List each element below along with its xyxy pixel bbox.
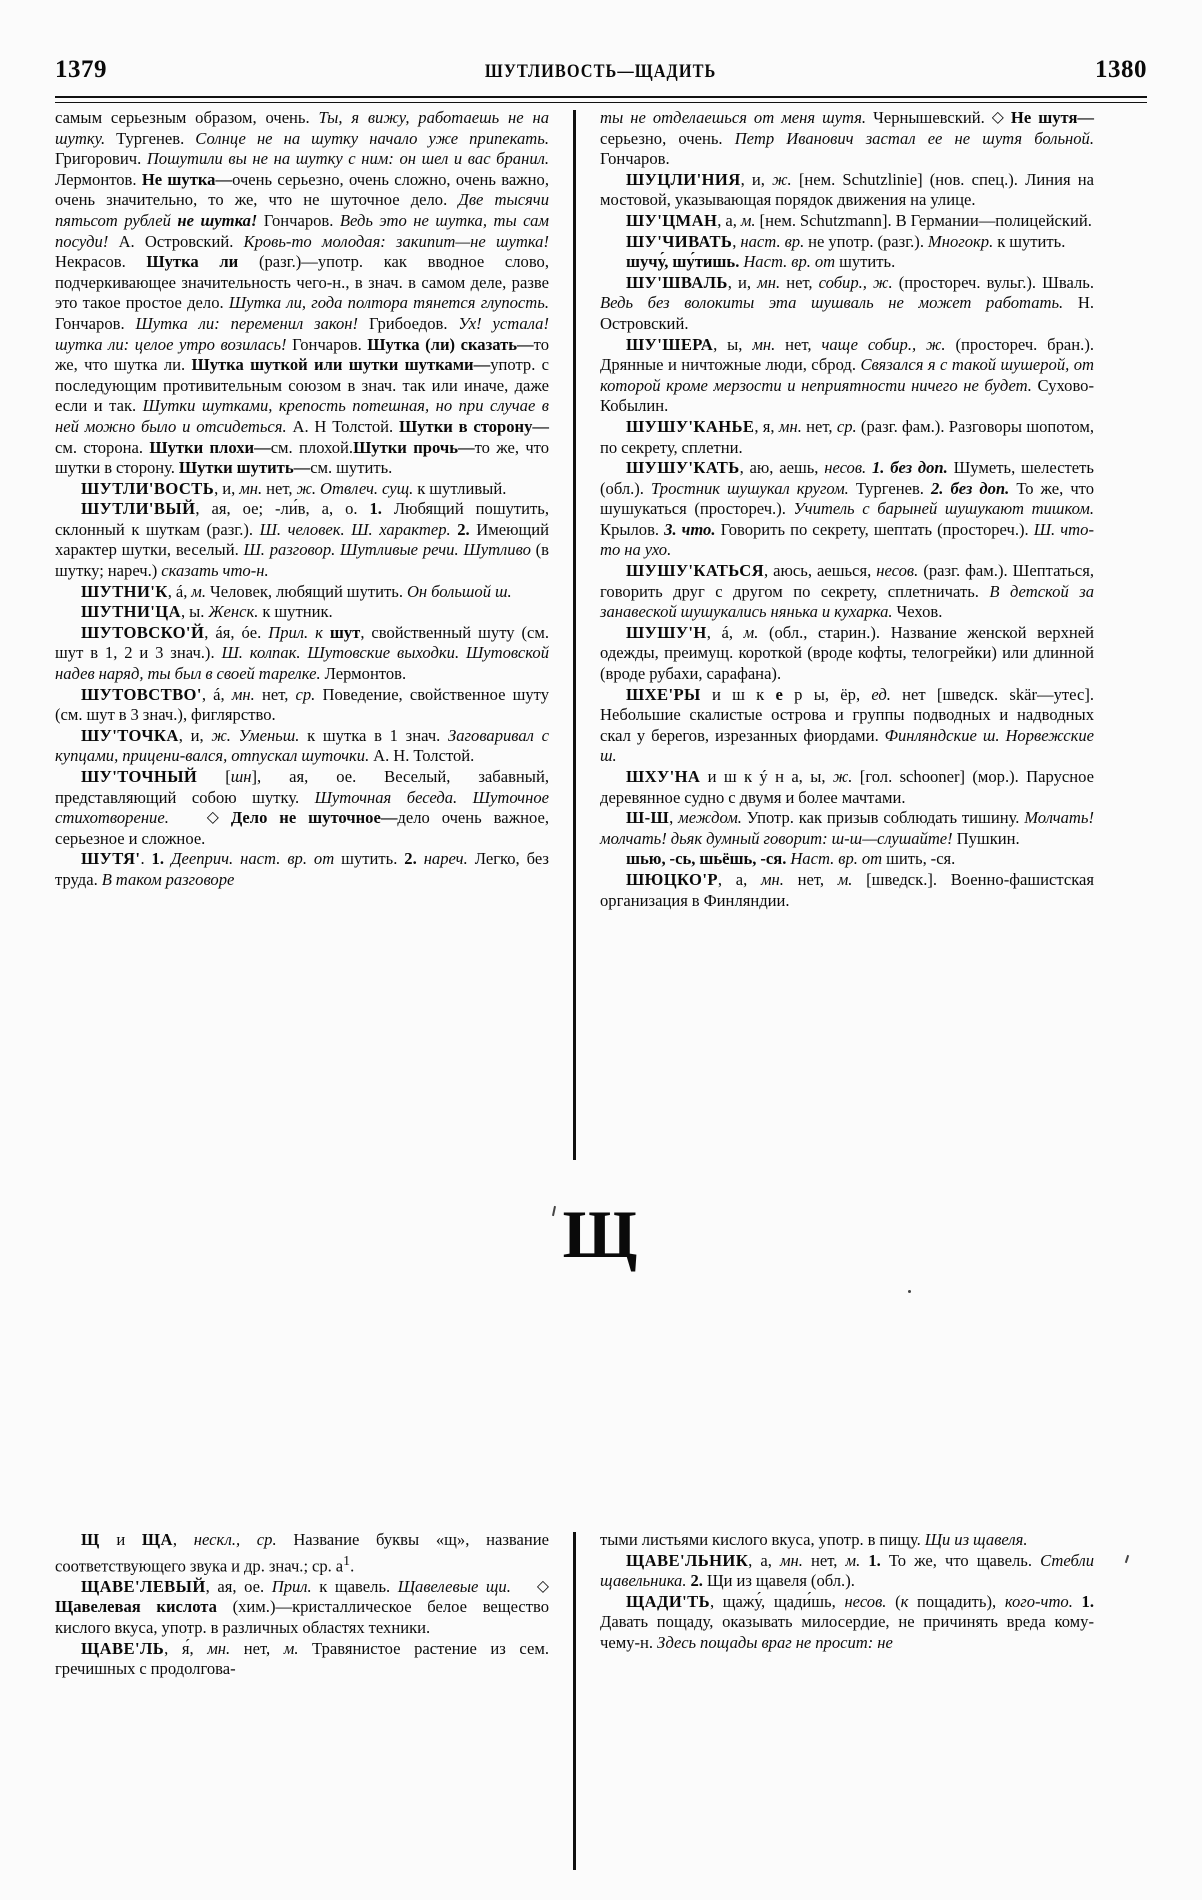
entry-text-run: нет, (780, 272, 819, 292)
entry-text-run (1004, 108, 1011, 127)
entry-text-run: Многокр. (927, 231, 994, 251)
entry-text-run: Н. Островский. (600, 293, 1094, 333)
entry-text-run: Легко, без труда. (55, 849, 549, 889)
entry-text-run: Название буквы «щ», название соответствующего звука и др. знач.; ср. а (55, 1530, 549, 1576)
entry-text-run: мн. (231, 684, 255, 704)
entry-text-run: Он большой ш. (406, 581, 512, 601)
dictionary-entry (600, 1551, 1094, 1592)
entry-headword: ШУТОВСТВО' (81, 684, 202, 704)
entry-text-run: мн. (207, 1638, 231, 1658)
entry-text-run: е (775, 684, 783, 704)
entry-text-run: Имеющий характер шутки, веселый. (55, 519, 549, 560)
entry-text-run: ( (886, 1591, 901, 1611)
entry-headword: ШУ'ШВАЛЬ (626, 272, 728, 292)
entry-text-run: Две тысячи пятьсот рублей (55, 190, 549, 230)
entry-headword: ШУ'ЧИВАТЬ (626, 231, 733, 251)
entry-headword: Ш-Ш (626, 808, 670, 828)
entry-text-run: ж. Уменьш. (211, 725, 300, 745)
entry-headword: ЩА (141, 1530, 173, 1549)
entry-text-run: к шутливый. (413, 478, 507, 498)
entry-headword: ЩАВЕ'ЛЬ (81, 1638, 165, 1658)
lower-columns (55, 1530, 1147, 1870)
entry-text-run: 1. (868, 1550, 881, 1570)
entry-text-run: , áя, óе. (204, 622, 269, 642)
entry-text-run: употр. с последующим противительным союзом в знач. так или иначе, даже если и так. (55, 355, 550, 416)
upper-right-column (576, 108, 1094, 1160)
entry-headword: ЩАДИ'ТЬ (626, 1591, 710, 1611)
entry-text-run: (разг.)—употр. как вводное слово, подчеркивающее значительность чего-н., в знач. в самом деле, разве это такое простое дело. (55, 252, 550, 313)
entry-text-run: , и, (214, 478, 240, 498)
entry-text-run: , á, (167, 581, 192, 601)
section-letter: Щ (562, 1196, 640, 1272)
entry-text-run: нет, (783, 869, 838, 889)
entry-text-run: (разг. фам.). Разговоры шопотом, по секрету, сплетни. (600, 416, 1095, 457)
entry-text-run: Петр Иванович застал ее не шутя больной. (734, 128, 1094, 148)
entry-headword: ЩАВЕ'ЛЬНИК (626, 1550, 749, 1570)
dictionary-entry (55, 582, 549, 603)
entry-text-run: Пушкин. (952, 828, 1020, 848)
entry-headword: ШУ'ШЕРА (626, 334, 714, 354)
entry-text-run: , а, (717, 869, 761, 889)
entry-text-run: к шутить. (993, 231, 1066, 251)
entry-text-run: сказать что-н. (161, 561, 269, 581)
entry-text-run: , аюсь, аешься, (763, 561, 877, 581)
section-letter-block (0, 1196, 1202, 1272)
entry-text-run: и ш к ý н а, ы, (700, 767, 833, 786)
entry-text-run: Употр. как призыв соблюдать тишину. (741, 808, 1025, 828)
entry-text-run: (простореч. вульг.). Шваль. (892, 272, 1095, 292)
entry-text-run: , (669, 808, 679, 828)
entry-text-run: Лермонтов. (320, 664, 407, 684)
entry-text-run: нет, (801, 416, 837, 436)
entry-text-run: дело очень важное, серьезное и сложное. (55, 808, 549, 848)
folio-left: 1379 (55, 56, 107, 83)
entry-text-run: Заговаривал с купцами, прицени-вался, отпускал шуточки. (55, 725, 549, 766)
dictionary-entry (55, 726, 549, 767)
entry-text-run: см. плохой. (270, 437, 354, 457)
entry-text-run: несов. (844, 1591, 887, 1611)
entry-text-run: ◇ (991, 109, 1004, 126)
entry-text-run: Поведение, свойственное шуту (см. шут в 3 знач.), фиглярство. (55, 684, 549, 725)
entry-text-run: (обл., старин.). Название женской верхней одежды, преимущ. короткой (вроде кофты, телогрейки) или длинной (вроде рубахи, сарафана). (600, 622, 1094, 684)
entry-text-run: , ая, ое. (205, 1576, 272, 1596)
dictionary-entry (55, 602, 549, 623)
dictionary-entry (600, 108, 1094, 170)
entry-text-run: несов. (824, 458, 867, 478)
entry-text-run: самым серьезным образом, очень. (55, 108, 319, 127)
entry-text-run: 2. (690, 1571, 703, 1591)
entry-text-run: Стебли щавельника. (600, 1550, 1095, 1591)
dictionary-entry (55, 108, 549, 479)
entry-text-run: нет, (254, 684, 296, 704)
entry-text-run: Щавелевая кислота (55, 1597, 217, 1617)
entry-text-run: , ы, (713, 334, 753, 354)
dictionary-entry (600, 417, 1094, 458)
entry-text-run: мн. (760, 869, 784, 889)
entry-headword: Щ (81, 1530, 100, 1549)
entry-text-run: Не шутка— (141, 169, 233, 189)
entry-text-run: Здесь пощады враг не просит: не (657, 1632, 893, 1652)
entry-text-run: , (172, 1530, 194, 1549)
entry-text-run: ◇ (536, 1577, 550, 1595)
entry-text-run: ◇ (206, 809, 219, 827)
entry-text-run: м. (191, 581, 207, 601)
entry-text-run: Шутки прочь— (353, 437, 475, 457)
entry-headword: ШХЕ'РЫ (626, 684, 701, 704)
upper-left-column (55, 108, 573, 1160)
entry-text-run (219, 808, 231, 827)
entry-headword: ЩАВЕ'ЛЕВЫЙ (81, 1576, 206, 1596)
dictionary-entry (55, 1530, 549, 1577)
entry-text-run: не употр. (разг.). (804, 231, 928, 251)
entry-text-run: м. (837, 869, 853, 889)
entry-text-run: [шведск.]. Военно-фашистская организация в Финляндии. (600, 869, 1094, 910)
entry-text-run: 1. (369, 499, 382, 519)
entry-text-run: Шутки шутками, крепость потешная, но при случае в ней можно было и отсидеться. (55, 396, 549, 436)
entry-text-run (323, 623, 330, 642)
entry-text-run: Щавелевые щи. (397, 1576, 511, 1596)
entry-text-run: и (99, 1530, 142, 1549)
dictionary-entry (600, 1592, 1094, 1654)
dictionary-entry (55, 849, 549, 890)
entry-text-run: ж. (832, 767, 853, 786)
dictionary-entry (55, 1639, 549, 1680)
entry-text-run: А. Н Толстой. (286, 416, 400, 436)
dictionary-entry (600, 335, 1094, 417)
entry-text-run: Солнце не на шутку начало уже припекать. (195, 128, 549, 148)
entry-text-run: Шутка ли (146, 252, 259, 272)
entry-headword: ШУШУ'КАТЬСЯ (626, 561, 764, 581)
entry-text-run: очень серьезно, очень сложно, очень важно, очень значительно, то же, что не шуточное дело. (55, 169, 549, 210)
entry-text-run: Ты, я вижу, работаешь не на шутку. (55, 108, 549, 148)
entry-text-run: ты не отделаешься от меня шутя. (600, 108, 867, 127)
entry-text-run: , и, (727, 272, 758, 292)
folio-right: 1380 (1095, 56, 1147, 83)
running-head (55, 56, 1147, 90)
entry-text-run: Женск. (208, 602, 259, 622)
entry-text-run: и ш к (700, 684, 776, 704)
entry-text-run: , я, (754, 416, 779, 436)
entry-headword: ШУШУ'Н (626, 622, 707, 642)
entry-text-run: р ы, (782, 684, 841, 704)
entry-text-run: кого-что. (1004, 1591, 1073, 1611)
entry-text-run: к (900, 1591, 909, 1611)
entry-text-run: 2. (457, 519, 470, 539)
entry-text-run: Дело не шуточное— (230, 808, 398, 828)
entry-text-run: то же, что шутка ли. (55, 334, 549, 375)
entry-text-run: 1. без доп. (871, 458, 948, 478)
entry-text-run: мн. (778, 416, 802, 436)
entry-text-run: к шутник. (258, 602, 333, 622)
entry-text-run: [нем. Schutzmann]. В Германии—полицейский. (755, 210, 1092, 230)
entry-headword: ШУЦЛИ'НИЯ (626, 169, 741, 189)
entry-text-run: Шуметь, шелестеть (обл.). (600, 458, 1094, 498)
dictionary-entry (55, 767, 549, 849)
entry-text-run: . (350, 1556, 355, 1576)
entry-text-run: ж. (772, 169, 792, 189)
entry-text-run: Чехов. (892, 602, 943, 622)
entry-headword: ШУТЯ' (81, 849, 141, 869)
entry-text-run: Щи из щавеля (обл.). (702, 1571, 855, 1591)
scan-speck (908, 1290, 911, 1293)
entry-text-run: ж. Отвлеч. сущ. (296, 478, 414, 498)
dictionary-entry (600, 458, 1094, 561)
entry-headword: ШУ'ТОЧКА (81, 725, 179, 745)
entry-text-run: чаще собир., ж. (821, 334, 946, 354)
dictionary-entry (600, 273, 1094, 335)
entry-text-run: м. (743, 622, 759, 642)
entry-text-run: Шутка ли, года полтора тянется глупость. (228, 293, 549, 313)
entry-text-run: То же, что шушукаться (простореч.). (600, 478, 1094, 519)
entry-text-run: нет, (775, 334, 822, 354)
entry-text-run: Любящий пошутить, склонный к шуткам (разг.). (55, 499, 549, 539)
dictionary-entry (600, 623, 1094, 685)
entry-text-run: Учитель с барыней шушукают тишком. (793, 499, 1094, 519)
entry-text-run: нет [шведск. skär—утес]. Небольшие скалистые острова и группы подводных и надводных скал у берегов, изрезанных фиордами. (600, 684, 1095, 745)
entry-text-run: несов. (876, 561, 919, 581)
entry-text-run: м. (283, 1638, 299, 1658)
entry-text-run: То же, что щавель. (880, 1550, 1041, 1570)
lower-left-column (55, 1530, 573, 1870)
entry-text-run: ед. (871, 684, 891, 704)
dictionary-entry (55, 685, 549, 726)
entry-text-run: , (732, 231, 741, 251)
upper-columns (55, 108, 1147, 1160)
entry-text-run: нареч. (423, 849, 468, 869)
entry-text-run: (простореч. бран.). Дрянные и ничтожные люди, сброд. (600, 334, 1094, 375)
entry-text-run: Чернышевский. (866, 108, 992, 127)
entry-text-run: Лермонтов. (55, 169, 142, 189)
entry-text-run: Ведь это не шутка, ты сам посуди! (55, 210, 549, 251)
entry-text-run: , ая, ое; -ли́в, а, о. (195, 499, 370, 519)
entry-text-run: 2. без доп. (930, 478, 1010, 498)
dictionary-entry (600, 170, 1094, 211)
entry-text-run: серьезно, очень. (600, 128, 735, 148)
running-title: ШУТЛИВОСТЬ—ЩАДИТЬ (485, 61, 717, 82)
entry-text-run: ср. (836, 416, 857, 436)
entry-text-run: , щажу́, щади́шь, (709, 1591, 845, 1611)
dictionary-entry (600, 685, 1094, 767)
entry-headword: ШУТНИ'К (81, 581, 168, 601)
entry-text-run: мн. (779, 1550, 803, 1570)
entry-text-run: , á, (706, 622, 744, 642)
dictionary-entry (600, 849, 1094, 870)
entry-text-run: Человек, любящий шутить. (206, 581, 407, 601)
entry-text-run: шн (230, 767, 252, 786)
entry-text-run: нескл., ср. (193, 1530, 277, 1549)
entry-text-run: наст. вр. (740, 231, 805, 251)
entry-text-run: ёр, (840, 684, 872, 704)
entry-text-run: шить, -ся. (882, 849, 956, 869)
entry-headword: ШУ'ЦМАН (626, 210, 718, 230)
entry-text-run: А. Островский. (108, 231, 244, 251)
entry-text-run: 1. (1081, 1591, 1094, 1611)
dictionary-entry (600, 870, 1094, 911)
entry-text-run (1073, 1592, 1082, 1611)
entry-headword: ШУТОВСКО'Й (81, 622, 205, 642)
entry-text-run: см. сторона. (55, 437, 150, 457)
entry-text-run: Дееприч. наст. вр. от (170, 849, 335, 869)
dictionary-entry (55, 1577, 549, 1639)
entry-text-run: В таком разговоре (101, 869, 235, 889)
entry-text-run: (разг. фам.). Шептаться, говорить друг с другом по секрету, сплетничать. (600, 561, 1094, 601)
entry-text-run: Прил. (271, 1576, 312, 1596)
entry-text-run: нет, (230, 1638, 284, 1658)
dictionary-entry (600, 1530, 1094, 1551)
entry-text-run: к шутка в 1 знач. (299, 725, 449, 745)
entry-text-run: Сухово-Кобылин. (600, 375, 1094, 416)
dictionary-entry (55, 499, 549, 581)
entry-text-run: Связался я с такой шушерой, от которой кроме мерзости и неприятности ничего не будет. (600, 355, 1094, 395)
entry-text-run: Щи из щавеля. (924, 1530, 1028, 1549)
entry-text-run: Гончаров. (257, 210, 340, 230)
entry-text-run: тыми листьями кислого вкуса, употр. в пищу. (600, 1530, 925, 1549)
entry-text-run: не шутка! (177, 210, 258, 230)
entry-text-run: мн. (239, 478, 263, 498)
entry-headword: ШУШУ'КАТЬ (626, 458, 740, 478)
entry-text-run: мн. (757, 272, 781, 292)
entry-text-run: м. (740, 210, 756, 230)
entry-text-run: В детской за занавеской шушукались нянька и кухарка. (600, 581, 1095, 622)
entry-headword: ШУ'ТОЧНЫЙ (81, 767, 198, 786)
entry-text-run (169, 808, 181, 827)
entry-text-run: собир., ж. (818, 272, 893, 292)
entry-text-run: Тростник шушукал кругом. (650, 478, 849, 498)
entry-text-run: Прил. к (268, 622, 323, 642)
entry-text-run: , á, (201, 684, 232, 704)
entry-text-run: Шутка (ли) сказать— (367, 334, 534, 354)
entry-text-run: нет, (262, 478, 297, 498)
entry-text-run: междом. (678, 808, 742, 828)
entry-text-run: , и, (178, 725, 212, 745)
entry-text-run: Ш. разговор. Шутливые речи. Шутливо (243, 540, 536, 560)
entry-text-run: пощадить), (908, 1591, 1005, 1611)
entry-text-run: Тургенев. (105, 128, 196, 148)
entry-text-run: Наст. вр. от (743, 252, 836, 272)
entry-text-run: 3. что. (664, 519, 716, 539)
entry-headword: ШХУ'НА (626, 767, 701, 786)
dictionary-entry (600, 808, 1094, 849)
entry-text-run: ср. (295, 684, 316, 704)
entry-text-run: (в шутку; нареч.) (55, 540, 550, 581)
entry-text-run: к щавель. (311, 1576, 398, 1596)
entry-text-run: шутить. (835, 252, 896, 272)
entry-text-run: Шутка шуткой или шутки шутками— (191, 355, 491, 375)
entry-text-run: А. Н. Толстой. (369, 746, 475, 766)
entry-text-run: мн. (752, 334, 776, 354)
dictionary-entry (600, 232, 1094, 253)
entry-headword: ШУТЛИ'ВЫЙ (81, 499, 196, 519)
entry-text-run: , а, (748, 1550, 780, 1570)
entry-text-run: [нем. Schutzlinie] (нов. спец.). Линия на мостовой, указывающая порядок движения на улице. (600, 169, 1094, 210)
entry-text-run: 2. (404, 849, 424, 869)
entry-text-run: Гончаров. (600, 149, 670, 169)
entry-text-run: шью, -сь, шьёшь, -ся. (626, 849, 787, 869)
entry-text-run: Гончаров. (286, 334, 368, 354)
entry-text-run: м. (845, 1550, 861, 1570)
entry-text-run: шучу́, шу́тишь. (626, 252, 740, 272)
entry-text-run: Не шутя— (1010, 108, 1095, 127)
entry-headword: ШУТЛИ'ВОСТЬ (81, 478, 215, 498)
entry-text-run: 1 (343, 1552, 351, 1568)
dictionary-entry (55, 623, 549, 685)
entry-text-run: Финляндские ш. Норвежские ш. (600, 725, 1094, 766)
dictionary-entry (600, 767, 1094, 808)
dictionary-entry (600, 211, 1094, 232)
entry-headword: ШЮЦКО'Р (626, 869, 718, 889)
entry-text-run: Ш. человек. Ш. характер. (259, 519, 451, 539)
entry-text-run: нет, (802, 1550, 846, 1570)
entry-text-run: Наст. вр. от (790, 849, 883, 869)
entry-text-run: Некрасов. (55, 252, 147, 272)
entry-text-run: Молчать! молчать! дьяк думный говорит: ш-ш—слушайте! (600, 808, 1094, 848)
entry-text-run: ], ая, ое. Веселый, забавный, представляющий собою шутку. (55, 767, 549, 807)
entry-text-run: см. шутить. (310, 458, 393, 478)
dictionary-entry (55, 479, 549, 500)
entry-text-run: Тургенев. (848, 478, 931, 498)
entry-text-run: Ведь без волокиты эта шушваль не может работать. (600, 293, 1064, 313)
entry-text-run (164, 849, 171, 868)
entry-text-run: Травянистое растение из сем. гречишных с продолгова- (55, 1638, 550, 1679)
entry-text-run: [гол. schooner] (мор.). Парусное деревянное судно с двумя и более мачтами. (600, 767, 1094, 807)
entry-text-run: Шутки плохи— (149, 437, 271, 457)
entry-text-run: , аю, аешь, (739, 458, 825, 478)
entry-text-run: шутить. (334, 849, 405, 869)
entry-text-run: . (140, 849, 152, 869)
entry-text-run: то же, что шутки в сторону. (55, 437, 550, 478)
entry-text-run: Шутки шутить— (178, 458, 311, 478)
entry-text-run: Кровь-то молодая: закипит—не шутка! (243, 231, 549, 251)
entry-text-run: [ (197, 767, 231, 786)
entry-text-run: Гончаров. (55, 313, 136, 333)
entry-text-run: , свойственный шуту (см. шут в 1, 2 и 3 знач.). (55, 622, 550, 663)
entry-text-run: Григорович. (55, 149, 147, 169)
entry-text-run: Шутки в сторону— (399, 416, 549, 436)
entry-text-run: 1. (151, 849, 164, 869)
entry-text-run: Пошутили вы не на шутку с ним: он шел и вас бранил. (146, 149, 549, 169)
entry-text-run: (хим.)—кристаллическое белое вещество кислого вкуса, употр. в различных областях техники. (55, 1597, 549, 1637)
entry-text-run: Шутка ли: переменил закон! (135, 313, 359, 333)
dictionary-entry (600, 561, 1094, 623)
entry-text-run: , ы. (180, 602, 209, 622)
entry-headword: ШУШУ'КАНЬЕ (626, 416, 755, 436)
lower-right-column (576, 1530, 1094, 1870)
entry-text-run: Давать пощаду, оказывать милосердие, не причинять вреда кому-чему-н. (600, 1612, 1094, 1652)
entry-text-run: , а, (717, 210, 741, 230)
entry-text-run: Говорить по секрету, шептать (простореч.). (715, 519, 1034, 539)
dictionary-entry (600, 252, 1094, 273)
entry-text-run: Крылов. (600, 519, 665, 539)
entry-text-run: Грибоедов. (358, 313, 459, 333)
entry-text-run: Ш. что-то на ухо. (600, 519, 1094, 560)
entry-text-run: шут (329, 622, 361, 642)
entry-text-run: Ш. колпак. Шутовские выходки. Шутовской надев наряд, ты был в своей тарелке. (55, 643, 549, 684)
header-rule (55, 96, 1147, 103)
entry-text-run: Ух! устала! шутка ли: целое утро возилась! (55, 313, 549, 354)
entry-headword: ШУТНИ'ЦА (81, 602, 181, 622)
entry-text-run: , и, (740, 169, 773, 189)
entry-text-run: , я́, (164, 1638, 208, 1658)
entry-text-run: Шуточная беседа. Шуточное стихотворение. (55, 787, 549, 828)
